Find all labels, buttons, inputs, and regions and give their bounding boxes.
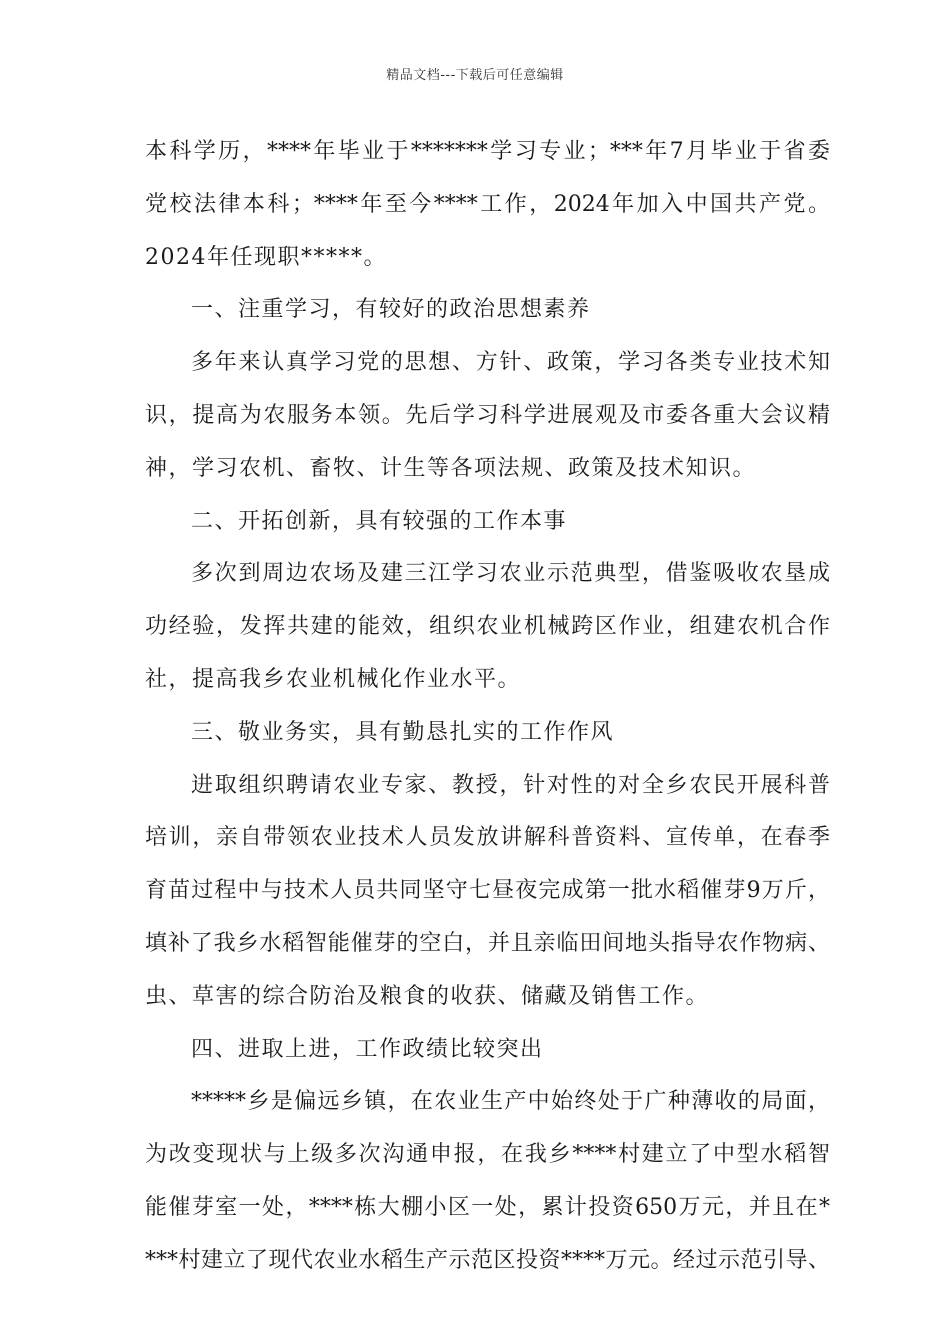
- text-line: 能催芽室一处，****栋大棚小区一处，累计投资650万元，并且在*: [145, 1194, 830, 1220]
- text-line: 进取组织聘请农业专家、教授，针对性的对全乡农民开展科普: [191, 772, 830, 798]
- text-line: 2024年任现职*****。: [145, 244, 387, 270]
- text-line: 多年来认真学习党的思想、方针、政策，学习各类专业技术知: [191, 350, 830, 376]
- section-heading-4: 四、进取上进，工作政绩比较突出: [191, 1036, 544, 1062]
- text-line: 党校法律本科；****年至今****工作，2024年加入中国共产党。: [145, 191, 830, 217]
- text-line: 本科学历，****年毕业于*******学习专业；***年7月毕业于省委: [145, 139, 830, 164]
- text-line: 虫、草害的综合防治及粮食的收获、储藏及销售工作。: [145, 983, 710, 1009]
- text-line: 神，学习农机、畜牧、计生等各项法规、政策及技术知识。: [145, 455, 757, 481]
- text-line: 育苗过程中与技术人员共同坚守七昼夜完成第一批水稻催芽9万斤，: [145, 878, 830, 904]
- text-line: 多次到周边农场及建三江学习农业示范典型，借鉴吸收农垦成: [191, 561, 830, 587]
- text-line: 为改变现状与上级多次沟通申报，在我乡****村建立了中型水稻智: [145, 1142, 830, 1168]
- text-line: 功经验，发挥共建的能效，组织农业机械跨区作业，组建农机合作: [145, 614, 830, 640]
- document-body: [145, 126, 830, 1288]
- text-line: *****乡是偏远乡镇，在农业生产中始终处于广种薄收的局面，: [191, 1089, 830, 1115]
- section-heading-1: 一、注重学习，有较好的政治思想素养: [191, 297, 591, 323]
- text-line: 社，提高我乡农业机械化作业水平。: [145, 666, 522, 692]
- text-line: 识，提高为农服务本领。先后学习科学进展观及市委各重大会议精: [145, 402, 830, 428]
- page-header: 精品文档---下载后可任意编辑: [386, 68, 564, 83]
- section-heading-3: 三、敬业务实，具有勤恳扎实的工作作风: [191, 719, 615, 745]
- text-line: 培训，亲自带领农业技术人员发放讲解科普资料、宣传单，在春季: [145, 825, 830, 851]
- text-line: ***村建立了现代农业水稻生产示范区投资****万元。经过示范引导、: [145, 1247, 830, 1273]
- section-heading-2: 二、开拓创新，具有较强的工作本事: [191, 508, 568, 534]
- text-line: 填补了我乡水稻智能催芽的空白，并且亲临田间地头指导农作物病、: [145, 930, 830, 956]
